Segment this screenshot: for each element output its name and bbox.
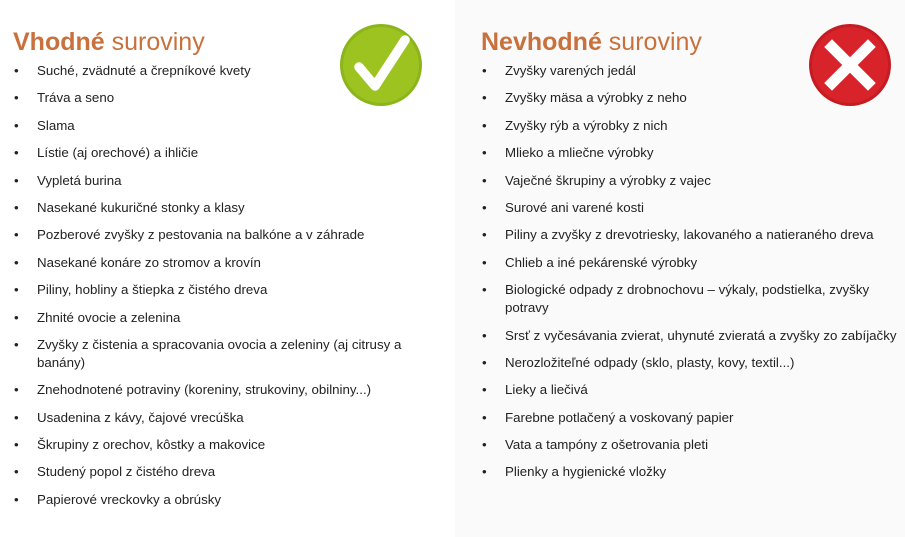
- list-item: • Vypletá burina: [13, 172, 438, 190]
- list-item: • Studený popol z čistého dreva: [13, 463, 438, 481]
- list-item: • Papierové vreckovky a obrúsky: [13, 491, 438, 509]
- list-item: • Znehodnotené potraviny (koreniny, strukoviny, obilniny...): [13, 381, 438, 399]
- list-item: • Biologické odpady z drobnochovu – výkaly, podstielka, zvyšky potravy: [481, 281, 905, 317]
- list-item: • Slama: [13, 117, 438, 135]
- list-item: • Zhnité ovocie a zelenina: [13, 309, 438, 327]
- unsuitable-heading-bold: Nevhodné: [481, 28, 602, 56]
- suitable-heading-bold: Vhodné: [13, 28, 105, 56]
- list-item: • Srsť z vyčesávania zvierat, uhynuté zvieratá a zvyšky zo zabíjačky: [481, 327, 905, 345]
- suitable-list: [13, 62, 438, 518]
- list-item: • Plienky a hygienické vložky: [481, 463, 905, 481]
- list-item: • Lístie (aj orechové) a ihličie: [13, 144, 438, 162]
- list-item: • Piliny a zvyšky z drevotriesky, lakovaného a natieraného dreva: [481, 226, 905, 244]
- list-item: • Farebne potlačený a voskovaný papier: [481, 409, 905, 427]
- list-item: • Suché, zvädnuté a črepníkové kvety: [13, 62, 438, 80]
- unsuitable-heading: [481, 27, 702, 57]
- list-item: • Škrupiny z orechov, kôstky a makovice: [13, 436, 438, 454]
- list-item: • Zvyšky z čistenia a spracovania ovocia a zeleniny (aj citrusy a banány): [13, 336, 438, 372]
- list-item: • Vata a tampóny z ošetrovania pleti: [481, 436, 905, 454]
- unsuitable-heading-rest: suroviny: [601, 28, 702, 56]
- list-item: • Lieky a liečivá: [481, 381, 905, 399]
- list-item: • Piliny, hobliny a štiepka z čistého dreva: [13, 281, 438, 299]
- list-item: • Nerozložiteľné odpady (sklo, plasty, kovy, textil...): [481, 354, 905, 372]
- suitable-heading: [13, 27, 205, 57]
- list-item: • Zvyšky varených jedál: [481, 62, 905, 80]
- list-item: • Surové ani varené kosti: [481, 199, 905, 217]
- list-item: • Usadenina z kávy, čajové vrecúška: [13, 409, 438, 427]
- unsuitable-column: [455, 0, 905, 537]
- suitable-column: [0, 0, 445, 537]
- list-item: • Zvyšky mäsa a výrobky z neho: [481, 89, 905, 107]
- list-item: • Chlieb a iné pekárenské výrobky: [481, 254, 905, 272]
- list-item: • Pozberové zvyšky z pestovania na balkóne a v záhrade: [13, 226, 438, 244]
- list-item: • Mlieko a mliečne výrobky: [481, 144, 905, 162]
- list-item: • Nasekané konáre zo stromov a krovín: [13, 254, 438, 272]
- list-item: • Tráva a seno: [13, 89, 438, 107]
- unsuitable-list: [481, 62, 905, 491]
- list-item: • Vaječné škrupiny a výrobky z vajec: [481, 172, 905, 190]
- suitable-heading-rest: suroviny: [104, 28, 205, 56]
- list-item: • Nasekané kukuričné stonky a klasy: [13, 199, 438, 217]
- list-item: • Zvyšky rýb a výrobky z nich: [481, 117, 905, 135]
